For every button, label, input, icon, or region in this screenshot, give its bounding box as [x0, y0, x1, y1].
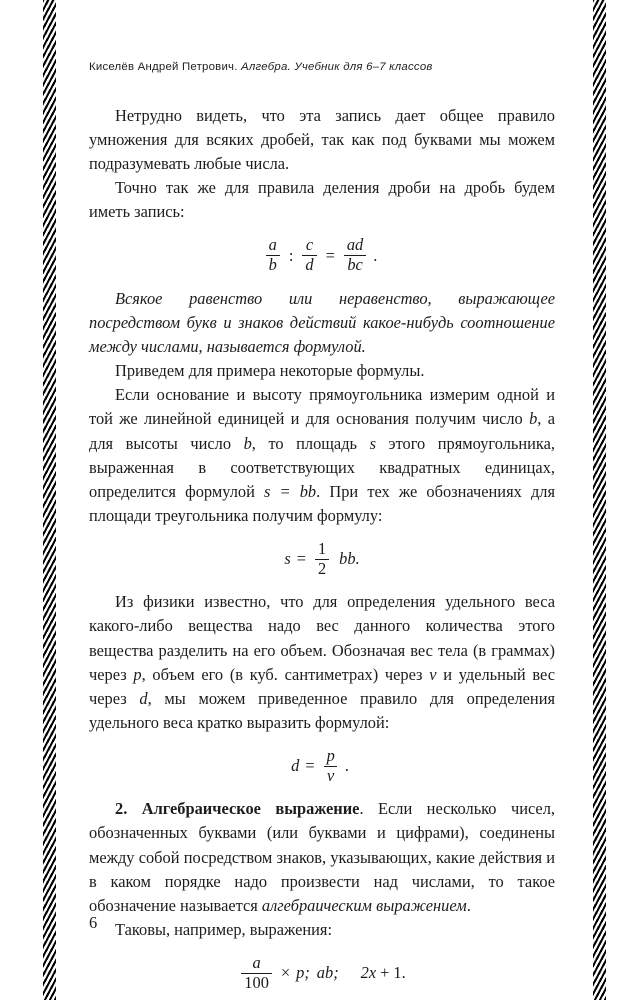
- term-algebraic-expression: алгебраическим выражением: [261, 895, 467, 915]
- paragraph-examples-intro: Приведем для примера некоторые формулы.: [115, 361, 425, 381]
- period-mark: .: [344, 755, 349, 775]
- term-p: p;: [296, 962, 310, 982]
- inline-formula-s-equals-bb: s = bb: [264, 481, 317, 501]
- paragraph-division-intro: Точно так же для правила деления дроби на дробь будем иметь запись:: [89, 178, 555, 222]
- term-2x: 2x: [360, 962, 377, 982]
- paragraph-specific-gravity: Из физики известно, что для определения удельного веса какого-либо вещества надо вес данного количества этого вещества разделить на его объем. Обозначая вес тела (в граммах) через p, объем его (в куб. сантиметрах) через v и удельный вес через d, мы можем приведенное правило для определения удельного веса кратко выразить формулой:: [89, 592, 556, 732]
- fraction-p-over-v: $\frac{p}{v}$: [324, 748, 338, 784]
- running-head: [89, 61, 555, 73]
- algebraic-expression-examples: [89, 942, 555, 1004]
- decorative-striped-ribbon-left: [43, 0, 56, 1000]
- page-content: [89, 0, 555, 1000]
- definition-formula: Всякое равенство или неравенство, выражающее посредством букв и знаков действий какое-нибудь соотношение между числами, называется формулой.: [89, 288, 555, 357]
- running-head-author: Киселёв Андрей Петрович.: [89, 61, 238, 73]
- fraction-one-half: $\frac{1}{2}$: [315, 541, 329, 577]
- decorative-striped-ribbon-right: [593, 0, 606, 1000]
- fraction-c-over-d: $\frac{c}{d}$: [302, 237, 316, 273]
- paragraph-rectangle-area: Если основание и высоту прямоугольника измерим одной и той же линейной единицей и для основания получим число b, а для высоты число b, то площадь s этого прямоугольника, выраженная в соответствующих квадратных единицах, определится формулой s = bb. При тех же обозначениях для площади треугольника получим формулу:: [89, 385, 556, 525]
- term-ab: ab;: [316, 962, 339, 982]
- paragraph-multiplication-rule: Нетрудно видеть, что эта запись дает общее правило умножения для всяких дробей, так как под буквами мы можем подразумевать любые числа.: [89, 106, 555, 174]
- term-bb: bb.: [339, 548, 360, 568]
- multiplication-operator: ×: [280, 962, 291, 982]
- plus-operator: +: [380, 962, 390, 982]
- fraction-a-over-b: $\frac{a}{b}$: [266, 237, 280, 273]
- running-head-title: Алгебра. Учебник для 6–7 классов: [241, 61, 433, 73]
- variable-v-volume: v: [429, 664, 437, 684]
- fraction-division-formula: [89, 224, 555, 286]
- density-formula: [89, 735, 555, 797]
- variable-p-weight: p: [133, 664, 142, 684]
- variable-d: d: [291, 755, 300, 775]
- section-heading-2: 2. Алгебраическое выражение: [115, 799, 360, 819]
- equals-operator: =: [325, 245, 335, 265]
- triangle-area-formula: [89, 528, 555, 590]
- variable-d-density: d: [139, 688, 148, 708]
- variable-b-height: b: [243, 433, 252, 453]
- term-1: 1.: [393, 962, 406, 982]
- fraction-a-over-100: $\frac{a}{100}$: [241, 955, 272, 991]
- colon-operator: :: [288, 245, 294, 265]
- variable-b-base: b: [529, 409, 538, 429]
- equals-operator: =: [305, 755, 315, 775]
- body-text: [89, 104, 555, 1004]
- page-number: 6: [89, 913, 98, 932]
- equals-operator: =: [296, 548, 306, 568]
- variable-s: s: [284, 548, 291, 568]
- paragraph-examples-lead: Таковы, например, выражения:: [115, 919, 332, 939]
- variable-s-area: s: [369, 433, 376, 453]
- paragraph-algebraic-expression: 2. Алгебраическое выражение. Если несколько чисел, обозначенных буквами (или буквами и цифрами), соединены между собой посредством знаков, указывающих, какие действия и в каком порядке надо произвести над числами, то такое обозначение называется алгебраическим выражением.: [89, 799, 555, 915]
- period-mark: .: [373, 245, 378, 265]
- fraction-ad-over-bc: $\frac{ad}{bc}$: [344, 237, 366, 273]
